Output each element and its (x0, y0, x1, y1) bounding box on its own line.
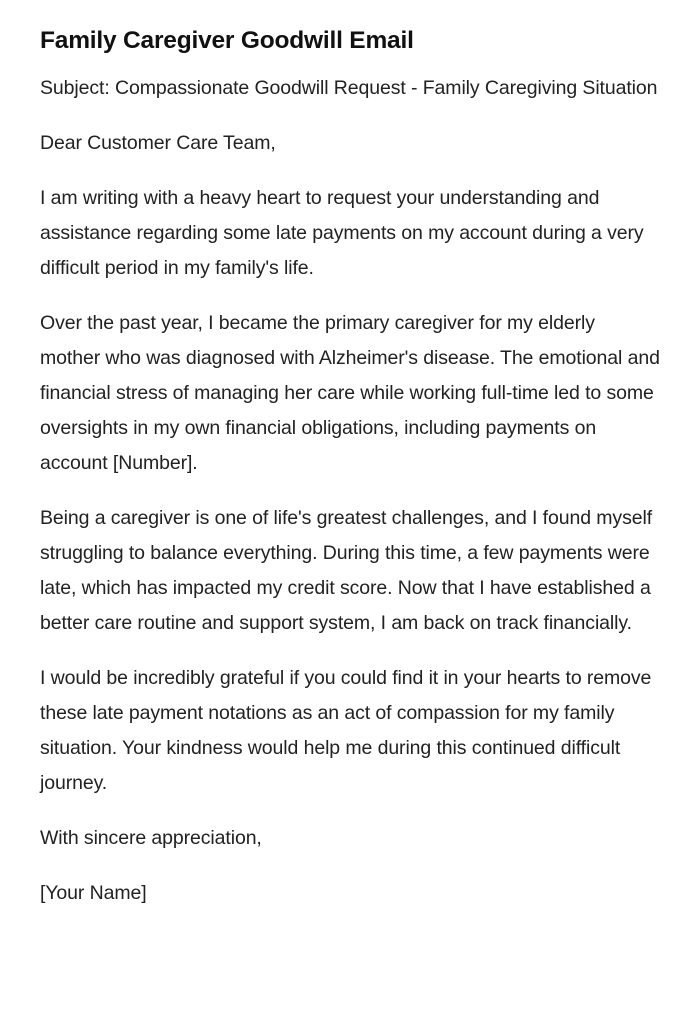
document-title: Family Caregiver Goodwill Email (40, 27, 414, 54)
body-paragraph: I would be incredibly grateful if you could find it in your hearts to remove these late payment notations as an act of compassion for my family situation. Your kindness would help me during this continued difficult journey. (40, 667, 652, 794)
body-paragraph: Being a caregiver is one of life's greatest challenges, and I found myself struggling to balance everything. During this time, a few payments were late, which has impacted my credit score. Now that I have established a better care routine and support system, I am back on track financially. (40, 507, 653, 634)
body-paragraph: Over the past year, I became the primary caregiver for my elderly mother who was diagnosed with Alzheimer's disease. The emotional and financial stress of managing her care while working full-time led to some oversights in my own financial obligations, including payments on account [Number]. (40, 312, 660, 474)
body-paragraph: I am writing with a heavy heart to request your understanding and assistance regarding some late payments on my account during a very difficult period in my family's life. (40, 187, 644, 279)
email-signature: [Your Name] (40, 882, 147, 904)
email-subject: Subject: Compassionate Goodwill Request - Family Caregiving Situation (40, 77, 658, 99)
email-greeting: Dear Customer Care Team, (40, 132, 276, 154)
email-closing: With sincere appreciation, (40, 827, 262, 849)
